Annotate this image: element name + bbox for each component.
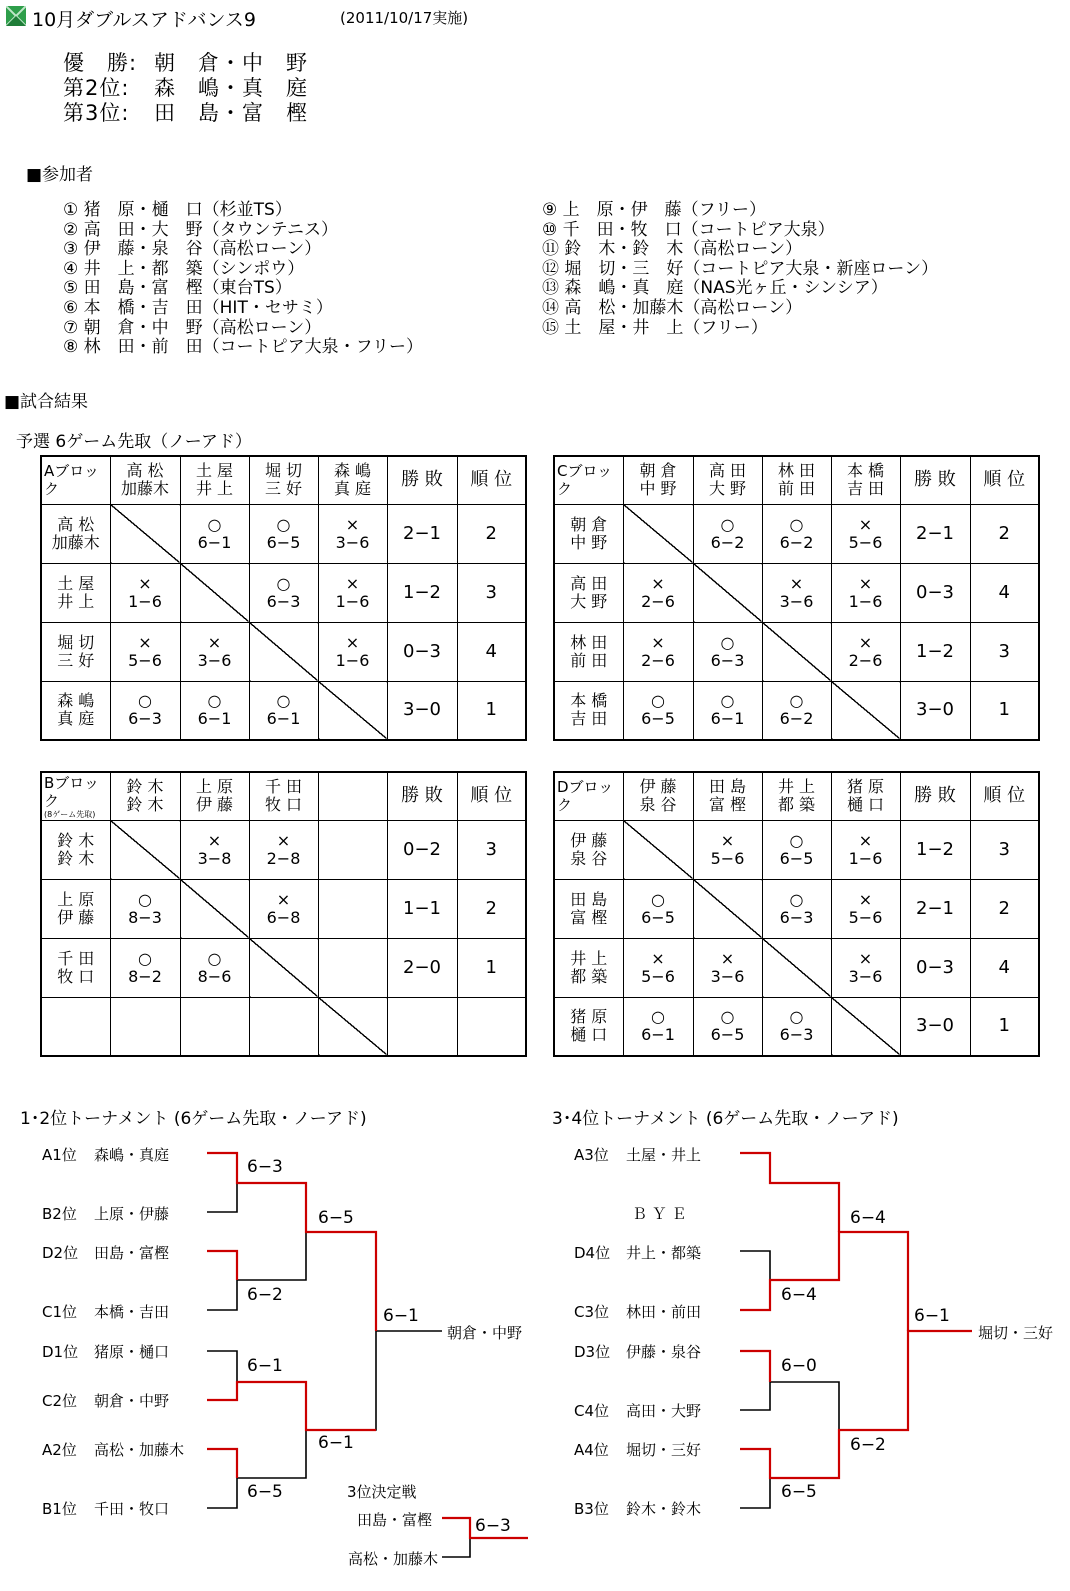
t34-score-r1-2: 6−0 xyxy=(781,1356,817,1376)
win-loss-value: 3−0 xyxy=(916,699,954,721)
t12-seed-4: C1位 xyxy=(42,1303,78,1321)
t34-name-8: 鈴木・鈴木 xyxy=(626,1500,702,1518)
t34-name-3: 井上・都築 xyxy=(626,1244,702,1262)
t34-seed-5: D3位 xyxy=(574,1343,611,1361)
player-name-2: 富 樫 xyxy=(708,795,747,815)
match-score: 6−5 xyxy=(266,532,301,552)
match-score: 6−2 xyxy=(710,532,745,552)
t12-seed-3: D2位 xyxy=(42,1244,79,1262)
player-name-2: 鈴 木 xyxy=(57,848,95,868)
t12-score-r1-3: 6−1 xyxy=(247,1356,283,1376)
win-loss-value: 3−0 xyxy=(916,1015,954,1037)
match-score: 6−1 xyxy=(641,1025,675,1045)
match-mark: ○ xyxy=(276,691,291,711)
player-name-2: 牧 口 xyxy=(264,795,303,815)
player-name-1: 鈴 木 xyxy=(126,777,164,797)
rank-value: 2 xyxy=(998,897,1010,919)
win-loss-value: 0−3 xyxy=(403,640,441,662)
match-mark: ○ xyxy=(720,514,735,534)
player-name-2: 前 田 xyxy=(777,479,816,499)
player-name-1: 堀 切 xyxy=(264,461,303,481)
t34-bracket-red xyxy=(740,1153,972,1478)
player-name-1: 森 嶋 xyxy=(57,691,95,711)
match-score: 6−1 xyxy=(266,709,301,729)
match-score: 3−6 xyxy=(335,532,370,552)
match-score: 6−5 xyxy=(779,848,814,868)
t34-seed-6: C4位 xyxy=(574,1402,610,1420)
third-place-p1: 田島・富樫 xyxy=(357,1511,433,1529)
player-name-1: 猪 原 xyxy=(570,1007,608,1027)
match-score: 5−6 xyxy=(848,907,883,927)
match-mark: × xyxy=(651,573,665,593)
participant-5: ⑤ 田 島・富 樫（東台TS） xyxy=(63,278,292,299)
match-mark: ○ xyxy=(789,514,804,534)
win-loss-value: 1−2 xyxy=(403,581,441,603)
player-name-1: 朝 倉 xyxy=(639,461,677,481)
result-3-rank: 第3位: xyxy=(63,101,130,125)
match-mark: × xyxy=(276,830,291,850)
player-name-1: 高 田 xyxy=(708,461,747,481)
match-mark: ○ xyxy=(207,948,222,968)
match-score: 2−8 xyxy=(266,848,301,868)
win-loss-label: 勝 敗 xyxy=(914,469,956,491)
match-mark: × xyxy=(858,514,873,534)
t12-score-final: 6−1 xyxy=(383,1306,419,1326)
t12-name-5: 猪原・樋口 xyxy=(94,1343,170,1361)
match-mark: ○ xyxy=(789,889,804,909)
player-name-2: 鈴 木 xyxy=(126,795,164,815)
match-mark: × xyxy=(138,573,152,593)
match-score: 2−6 xyxy=(641,591,675,611)
t12-score-r1-4: 6−5 xyxy=(247,1482,283,1502)
rank-value: 3 xyxy=(998,640,1010,662)
win-loss-value: 2−1 xyxy=(916,897,954,919)
page-title: 10月ダブルスアドバンス9 xyxy=(32,9,256,31)
player-name-2: 吉 田 xyxy=(846,479,885,499)
match-score: 6−3 xyxy=(266,591,301,611)
player-name-2: 前 田 xyxy=(570,650,608,670)
match-score: 6−8 xyxy=(266,907,301,927)
t12-name-6: 朝倉・中野 xyxy=(94,1392,170,1410)
t34-winner: 堀切・三好 xyxy=(978,1324,1054,1342)
player-name-1: 本 橋 xyxy=(570,691,608,711)
rank-value: 4 xyxy=(998,956,1010,978)
prelim-title: 予選 6ゲーム先取（ノーアド） xyxy=(16,432,252,452)
third-place-title: 3位決定戦 xyxy=(347,1483,417,1501)
player-name-1: 堀 切 xyxy=(57,632,95,652)
player-name-1: 田 島 xyxy=(570,889,608,909)
t12-name-7: 高松・加藤木 xyxy=(94,1441,185,1459)
match-mark: × xyxy=(207,632,222,652)
player-name-2: 都 築 xyxy=(570,966,608,986)
rank-label: 順 位 xyxy=(470,785,513,807)
match-score: 6−2 xyxy=(779,709,814,729)
win-loss-value: 1−2 xyxy=(916,640,954,662)
player-name-1: 伊 藤 xyxy=(639,777,677,797)
t12-seed-5: D1位 xyxy=(42,1343,79,1361)
t12-name-2: 上原・伊藤 xyxy=(94,1205,170,1223)
player-name-1: 高 松 xyxy=(126,461,164,481)
match-score: 6−2 xyxy=(779,532,814,552)
match-mark: ○ xyxy=(138,948,152,968)
participant-9: ⑨ 上 原・伊 藤（フリー） xyxy=(542,200,766,220)
player-name-2: 大 野 xyxy=(570,591,608,611)
match-score: 6−3 xyxy=(710,650,745,670)
participant-11: ⑪ 鈴 木・鈴 木（高松ローン） xyxy=(542,239,803,260)
match-score: 3−6 xyxy=(779,591,814,611)
t34-score-r1-3: 6−5 xyxy=(781,1482,817,1502)
rank-label: 順 位 xyxy=(983,785,1026,807)
match-score: 8−2 xyxy=(128,966,162,986)
match-mark: × xyxy=(651,948,665,968)
tournament-34-title: 3･4位トーナメント (6ゲーム先取・ノーアド) xyxy=(552,1109,899,1129)
participants-heading: ■参加者 xyxy=(26,165,94,185)
player-name-1: 上 原 xyxy=(57,889,95,909)
win-loss-value: 2−1 xyxy=(403,522,441,544)
player-name-1: 高 田 xyxy=(570,573,608,593)
match-score: 3−6 xyxy=(848,966,883,986)
player-name-2: 加藤木 xyxy=(120,479,169,499)
t34-bye: Ｂ Ｙ Ｅ xyxy=(632,1205,687,1223)
t12-seed-8: B1位 xyxy=(42,1500,77,1518)
player-name-2: 中 野 xyxy=(570,532,608,552)
match-results-heading: ■試合結果 xyxy=(4,392,89,412)
match-mark: ○ xyxy=(276,514,291,534)
t12-seed-1: A1位 xyxy=(42,1146,77,1164)
participant-4: ④ 井 上・都 築（シンポウ） xyxy=(63,258,305,279)
match-mark: × xyxy=(858,830,873,850)
player-name-2: 樋 口 xyxy=(570,1025,608,1045)
match-mark: ○ xyxy=(789,691,804,711)
t34-name-7: 堀切・三好 xyxy=(626,1441,702,1459)
rank-value: 1 xyxy=(485,956,497,978)
third-place-score: 6−3 xyxy=(475,1516,511,1536)
event-date: (2011/10/17実施) xyxy=(340,9,469,27)
match-mark: ○ xyxy=(720,1007,735,1027)
t34-score-sf-2: 6−2 xyxy=(850,1435,886,1455)
t12-seed-7: A2位 xyxy=(42,1441,77,1459)
player-name-1: 朝 倉 xyxy=(570,514,608,534)
match-mark: ○ xyxy=(651,691,665,711)
player-name-2: 加藤木 xyxy=(51,532,100,552)
player-name-1: 林 田 xyxy=(777,461,816,481)
participant-7: ⑦ 朝 倉・中 野（高松ローン） xyxy=(63,317,322,338)
player-name-1: 井 上 xyxy=(777,777,816,797)
participant-2: ② 高 田・大 野（タウンテニス） xyxy=(63,219,338,240)
match-score: 5−6 xyxy=(128,650,162,670)
match-mark: ○ xyxy=(138,691,152,711)
block-name-label: Bブロック xyxy=(44,773,99,810)
t34-name-6: 高田・大野 xyxy=(626,1402,702,1420)
match-mark: ○ xyxy=(789,830,804,850)
match-mark: × xyxy=(207,830,222,850)
match-score: 3−6 xyxy=(710,966,745,986)
match-mark: × xyxy=(651,632,665,652)
match-mark: × xyxy=(858,948,873,968)
match-mark: × xyxy=(858,889,873,909)
win-loss-label: 勝 敗 xyxy=(401,469,443,491)
participant-14: ⑭ 高 松・加藤木（高松ローン） xyxy=(542,297,803,318)
rank-value: 1 xyxy=(998,1015,1010,1037)
win-loss-value: 1−1 xyxy=(403,897,441,919)
t12-name-3: 田島・富樫 xyxy=(94,1244,170,1262)
t34-score-final: 6−1 xyxy=(914,1306,950,1326)
match-mark: × xyxy=(345,632,360,652)
player-name-2: 牧 口 xyxy=(57,966,95,986)
t12-seed-6: C2位 xyxy=(42,1392,78,1410)
match-score: 1−6 xyxy=(335,591,370,611)
rank-value: 2 xyxy=(998,522,1010,544)
match-score: 1−6 xyxy=(128,591,162,611)
result-1-rank: 優 勝: xyxy=(63,51,138,75)
player-name-1: 林 田 xyxy=(570,632,608,652)
t34-seed-1: A3位 xyxy=(574,1146,609,1164)
t12-name-1: 森嶋・真庭 xyxy=(94,1146,170,1164)
match-score: 3−6 xyxy=(197,650,232,670)
t12-score-r1-2: 6−2 xyxy=(247,1285,283,1305)
rank-value: 4 xyxy=(998,581,1010,603)
player-name-2: 真 庭 xyxy=(333,479,372,499)
result-2-rank: 第2位: xyxy=(63,76,130,100)
t34-name-1: 土屋・井上 xyxy=(626,1146,702,1164)
win-loss-label: 勝 敗 xyxy=(401,785,443,807)
player-name-1: 井 上 xyxy=(570,948,608,968)
player-name-2: 富 樫 xyxy=(570,907,608,927)
rank-value: 2 xyxy=(485,897,497,919)
win-loss-value: 2−0 xyxy=(403,956,441,978)
match-score: 1−6 xyxy=(848,591,883,611)
match-score: 6−3 xyxy=(779,907,814,927)
match-mark: ○ xyxy=(789,1007,804,1027)
t12-score-sf-2: 6−1 xyxy=(318,1433,354,1453)
win-loss-value: 1−2 xyxy=(916,838,954,860)
match-mark: × xyxy=(720,830,735,850)
block-name-label: Dブロック xyxy=(557,778,614,815)
t12-score-r1-1: 6−3 xyxy=(247,1157,283,1177)
t12-name-8: 千田・牧口 xyxy=(94,1500,170,1518)
match-score: 6−3 xyxy=(128,709,162,729)
match-score: 6−5 xyxy=(641,907,675,927)
match-score: 6−5 xyxy=(641,709,675,729)
rank-label: 順 位 xyxy=(983,469,1026,491)
result-3-names: 田 島・富 樫 xyxy=(154,101,308,125)
player-name-1: 土 屋 xyxy=(57,573,95,593)
match-mark: × xyxy=(789,573,804,593)
match-score: 6−1 xyxy=(197,532,232,552)
t12-bracket-black xyxy=(207,1183,470,1557)
match-score: 1−6 xyxy=(335,650,370,670)
match-mark: × xyxy=(858,573,873,593)
third-place-p2: 高松・加藤木 xyxy=(348,1550,439,1568)
block-name-label: Cブロック xyxy=(557,462,613,499)
match-score: 2−6 xyxy=(848,650,883,670)
t34-name-5: 伊藤・泉谷 xyxy=(626,1343,702,1361)
match-mark: × xyxy=(858,632,873,652)
win-loss-label: 勝 敗 xyxy=(914,785,956,807)
t12-score-sf-1: 6−5 xyxy=(318,1208,354,1228)
match-mark: × xyxy=(138,632,152,652)
match-mark: × xyxy=(345,514,360,534)
player-name-1: 田 島 xyxy=(708,777,747,797)
match-score: 5−6 xyxy=(710,848,745,868)
result-2-names: 森 嶋・真 庭 xyxy=(154,76,308,100)
participant-1: ① 猪 原・樋 口（杉並TS） xyxy=(63,200,292,220)
block-name-label: Aブロック xyxy=(44,462,99,499)
participant-8: ⑧ 林 田・前 田（コートピア大泉・フリー） xyxy=(63,337,423,358)
participant-12: ⑫ 堀 切・三 好（コートピア大泉・新座ローン） xyxy=(542,258,939,279)
match-mark: ○ xyxy=(207,691,222,711)
result-1-names: 朝 倉・中 野 xyxy=(154,51,308,75)
player-name-2: 中 野 xyxy=(639,479,677,499)
match-score: 6−3 xyxy=(779,1025,814,1045)
match-score: 2−6 xyxy=(641,650,675,670)
participant-10: ⑩ 千 田・牧 口（コートピア大泉） xyxy=(542,219,835,240)
player-name-2: 樋 口 xyxy=(846,795,885,815)
player-name-1: 千 田 xyxy=(57,948,95,968)
match-mark: × xyxy=(720,948,735,968)
player-name-2: 真 庭 xyxy=(57,709,95,729)
match-score: 6−5 xyxy=(710,1025,745,1045)
t34-seed-3: D4位 xyxy=(574,1244,611,1262)
player-name-2: 泉 谷 xyxy=(570,848,608,868)
match-score: 1−6 xyxy=(848,848,883,868)
player-name-1: 本 橋 xyxy=(846,461,885,481)
player-name-2: 吉 田 xyxy=(570,709,608,729)
participant-6: ⑥ 本 橋・吉 田（HIT・セサミ） xyxy=(63,297,333,318)
tournament-12-title: 1･2位トーナメント (6ゲーム先取・ノーアド) xyxy=(20,1109,367,1129)
player-name-2: 泉 谷 xyxy=(639,795,677,815)
player-name-2: 大 野 xyxy=(708,479,747,499)
player-name-1: 森 嶋 xyxy=(333,461,372,481)
player-name-2: 伊 藤 xyxy=(57,907,95,927)
t12-name-4: 本橋・吉田 xyxy=(94,1303,170,1321)
win-loss-value: 2−1 xyxy=(916,522,954,544)
t12-bracket-red xyxy=(207,1153,528,1538)
match-score: 3−8 xyxy=(197,848,232,868)
rank-value: 3 xyxy=(485,838,497,860)
rank-value: 1 xyxy=(998,699,1010,721)
match-mark: ○ xyxy=(651,1007,665,1027)
t34-score-sf-1: 6−4 xyxy=(850,1208,886,1228)
player-name-1: 土 屋 xyxy=(195,461,234,481)
t12-seed-2: B2位 xyxy=(42,1205,77,1223)
rank-value: 2 xyxy=(485,522,497,544)
block-note: (8ゲーム先取) xyxy=(44,809,96,819)
win-loss-value: 0−3 xyxy=(916,581,954,603)
t34-seed-4: C3位 xyxy=(574,1303,610,1321)
rank-value: 3 xyxy=(998,838,1010,860)
match-score: 6−1 xyxy=(197,709,232,729)
player-name-1: 伊 藤 xyxy=(570,830,608,850)
player-name-2: 都 築 xyxy=(777,795,816,815)
player-name-1: 高 松 xyxy=(57,514,95,534)
match-score: 5−6 xyxy=(641,966,675,986)
participant-13: ⑬ 森 嶋・真 庭（NAS光ヶ丘・シンシア） xyxy=(542,278,888,299)
match-mark: ○ xyxy=(720,632,735,652)
match-mark: ○ xyxy=(720,691,735,711)
rank-value: 1 xyxy=(485,699,497,721)
win-loss-value: 3−0 xyxy=(403,699,441,721)
rank-value: 4 xyxy=(485,640,497,662)
match-score: 5−6 xyxy=(848,532,883,552)
match-mark: × xyxy=(276,889,291,909)
participant-3: ③ 伊 藤・泉 谷（高松ローン） xyxy=(63,239,322,260)
win-loss-value: 0−3 xyxy=(916,956,954,978)
win-loss-value: 0−2 xyxy=(403,838,441,860)
rank-label: 順 位 xyxy=(470,469,513,491)
match-score: 8−6 xyxy=(197,966,232,986)
match-mark: ○ xyxy=(651,889,665,909)
t12-winner: 朝倉・中野 xyxy=(447,1324,523,1342)
player-name-2: 三 好 xyxy=(264,479,303,499)
player-name-1: 千 田 xyxy=(264,777,303,797)
player-name-1: 猪 原 xyxy=(846,777,885,797)
t34-score-r1-1: 6−4 xyxy=(781,1285,817,1305)
t34-name-4: 林田・前田 xyxy=(626,1303,702,1321)
player-name-1: 鈴 木 xyxy=(57,830,95,850)
player-name-2: 井 上 xyxy=(195,479,234,499)
match-score: 8−3 xyxy=(128,907,162,927)
match-mark: ○ xyxy=(207,514,222,534)
player-name-2: 伊 藤 xyxy=(195,795,234,815)
player-name-2: 三 好 xyxy=(57,650,95,670)
match-mark: ○ xyxy=(138,889,152,909)
match-score: 6−1 xyxy=(710,709,745,729)
participant-15: ⑮ 土 屋・井 上（フリー） xyxy=(542,317,768,338)
rank-value: 3 xyxy=(485,581,497,603)
match-mark: × xyxy=(345,573,360,593)
match-mark: ○ xyxy=(276,573,291,593)
player-name-1: 上 原 xyxy=(195,777,234,797)
t34-seed-7: A4位 xyxy=(574,1441,609,1459)
player-name-2: 井 上 xyxy=(57,591,95,611)
t34-seed-8: B3位 xyxy=(574,1500,609,1518)
